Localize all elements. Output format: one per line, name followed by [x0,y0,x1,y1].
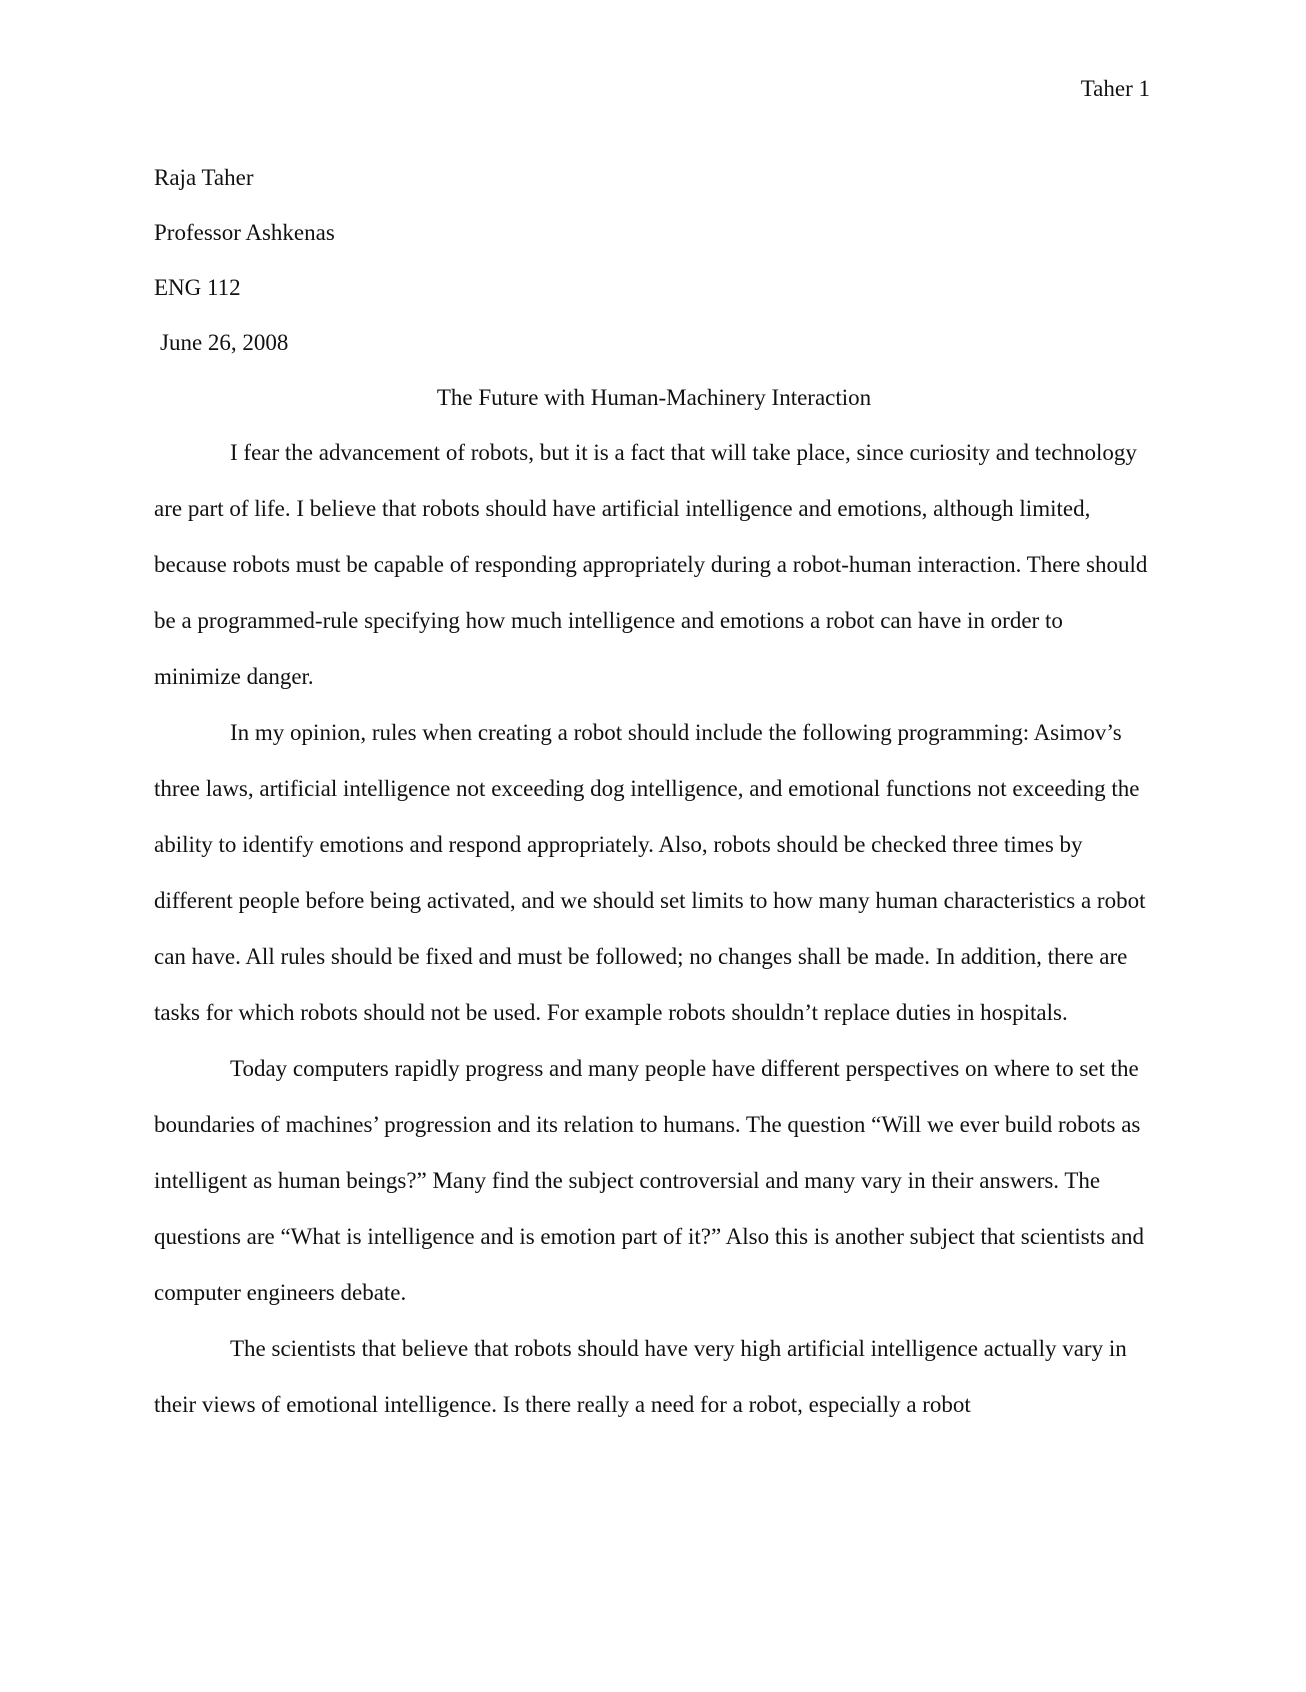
instructor-name: Professor Ashkenas [154,220,335,245]
paragraph: Today computers rapidly progress and many people have different perspectives on where to set the boundaries of machines’ progression and its relation to humans. The question “Will we ever build robots as intelligent as human beings?” Many find the subject controversial and many vary in their answers. The questions are “What is intelligence and is emotion part of it?” Also this is another subject that scientists and computer engineers debate. [154,1056,1145,1305]
document-body [154,150,1154,1433]
paragraph: In my opinion, rules when creating a robot should include the following programming: Asimov’s three laws, artificial intelligence not exceeding dog intelligence, and emotional functions not exceeding the ability to identify emotions and respond appropriately. Also, robots should be checked three times by different people before being activated, and we should set limits to how many human characteristics a robot can have. All rules should be fixed and must be followed; no changes shall be made. In addition, there are tasks for which robots should not be used. For example robots shouldn’t replace duties in hospitals. [154,720,1146,1025]
heading-block [154,150,1154,370]
essay-title: The Future with Human-Machinery Interaction [436,385,872,410]
paragraph: I fear the advancement of robots, but it is a fact that will take place, since curiosity and technology are part of life. I believe that robots should have artificial intelligence and emotions, although limited, because robots must be capable of responding appropriately during a robot-human interaction. There should be a programmed-rule specifying how much intelligence and emotions a robot can have in order to minimize danger. [154,440,1148,689]
paragraph: The scientists that believe that robots should have very high artificial intelligence actually vary in their views of emotional intelligence. Is there really a need for a robot, especially a robot [154,1336,1127,1417]
course-name: ENG 112 [154,275,241,300]
running-head: Taher 1 [1080,76,1150,101]
document-date: June 26, 2008 [160,330,289,355]
author-name: Raja Taher [154,165,254,190]
